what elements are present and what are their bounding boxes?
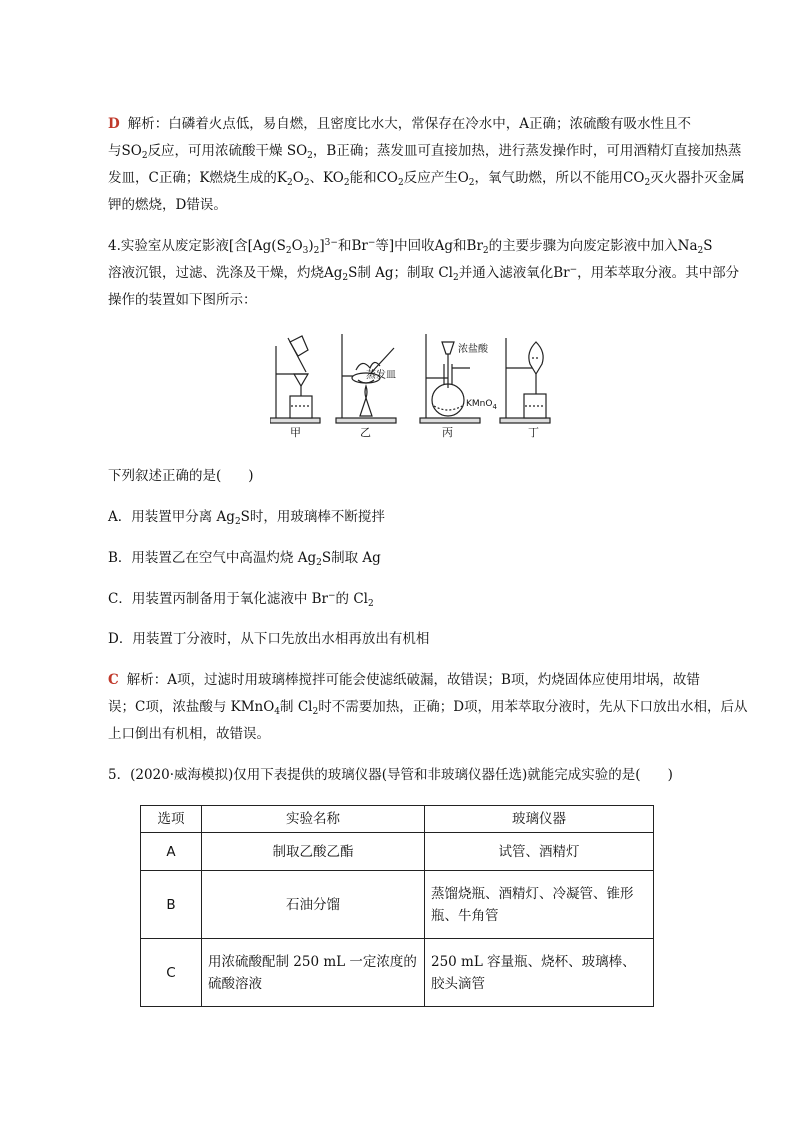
- label-kmno4: KMnO$_4$: [466, 399, 497, 411]
- question-4-line-2: 溶液沉银，过滤、洗涤及干燥，灼烧$Ag_2S$制 Ag；制取 $Cl_2$并通入滤液氧化Br−，用苯萃取分液。其中部分: [108, 265, 740, 283]
- label-jia: 甲: [290, 426, 301, 438]
- label-conc-hcl: 浓盐酸: [458, 344, 488, 355]
- option-a: A．用装置甲分离 $Ag_2S$时，用玻璃棒不断搅拌: [108, 509, 385, 527]
- answer-letter-d: D: [108, 116, 120, 132]
- answer-c-line-3: 上口倒出有机相，故错误。: [108, 726, 270, 742]
- experiment-table: [140, 805, 654, 1007]
- question-4-line-1: 4.实验室从废定影液[含$[Ag(S_2O_3)_2]^{3-}$和Br−等]中回收Ag和$Br_2$的主要步骤为向废定影液中加入$Na_2S$: [108, 238, 713, 256]
- option-b: B．用装置乙在空气中高温灼烧 $Ag_2S$制取 Ag: [108, 550, 381, 568]
- question-4-stem: 下列叙述正确的是( ): [108, 468, 254, 484]
- table-header: 实验名称: [202, 806, 425, 833]
- table-row: [141, 871, 654, 939]
- answer-d-line-4: 钾的燃烧，D错误。: [108, 197, 227, 213]
- table-cell: 蒸馏烧瓶、酒精灯、冷凝管、锥形瓶、牛角管: [425, 871, 654, 939]
- question-5-stem: 5．(2020·威海模拟)仅用下表提供的玻璃仪器(导管和非玻璃仪器任选)就能完成实验的是( ): [108, 767, 673, 783]
- option-c: C．用装置丙制备用于氧化滤液中 Br−的 $Cl_2$: [108, 591, 374, 609]
- table-header: 选项: [141, 806, 202, 833]
- table-row: [141, 833, 654, 871]
- question-4-line-3: 操作的装置如下图所示：: [108, 292, 257, 308]
- label-evaporating-dish: 蒸发皿: [366, 370, 396, 381]
- answer-d-line-2: 与$SO_2$反应，可用浓硫酸干燥 $SO_2$，B正确；蒸发皿可直接加热，进行蒸发操作时，可用酒精灯直接加热蒸: [108, 143, 742, 161]
- answer-c-line-2: 误；C项，浓盐酸与 KMnO$_4$制 $Cl_2$时不需要加热，正确；D项，用苯萃取分液时，先从下口放出水相，后从: [108, 699, 748, 717]
- table-header-row: [141, 806, 654, 833]
- table-header: 玻璃仪器: [425, 806, 654, 833]
- label-bing: 丙: [442, 426, 453, 438]
- label-ding: 丁: [528, 426, 539, 438]
- answer-d-line-3: 发皿，C正确；K燃烧生成的$K_2O_2$、$KO_2$能和$CO_2$反应产生$O_2$，氧气助燃，所以不能用$CO_2$灭火器扑灭金属: [108, 170, 745, 188]
- table-row: [141, 939, 654, 1007]
- table-cell: 试管、酒精灯: [425, 833, 654, 871]
- table-cell: 石油分馏: [202, 871, 425, 939]
- answer-d-line-1: D 解析：白磷着火点低，易自燃，且密度比水大，常保存在冷水中，A正确；浓硫酸有吸水性且不: [108, 116, 691, 132]
- option-d: D．用装置丁分液时，从下口先放出水相再放出有机相: [108, 631, 430, 647]
- answer-letter-c: C: [108, 672, 119, 688]
- apparatus-ding-separation: [500, 338, 550, 423]
- table-cell: C: [141, 939, 202, 1007]
- table-cell: B: [141, 871, 202, 939]
- table-cell: 250 mL 容量瓶、烧杯、玻璃棒、胶头滴管: [425, 939, 654, 1007]
- table-cell: 用浓硫酸配制 250 mL 一定浓度的硫酸溶液: [202, 939, 425, 1007]
- answer-c-line-1: C 解析：A项，过滤时用玻璃棒搅拌可能会使滤纸破漏，故错误；B项，灼烧固体应使用坩埚，故错: [108, 672, 700, 688]
- table-cell: 制取乙酸乙酯: [202, 833, 425, 871]
- table-cell: A: [141, 833, 202, 871]
- label-yi: 乙: [360, 426, 371, 438]
- apparatus-figure: [270, 328, 560, 438]
- apparatus-jia-filtration: [270, 336, 320, 423]
